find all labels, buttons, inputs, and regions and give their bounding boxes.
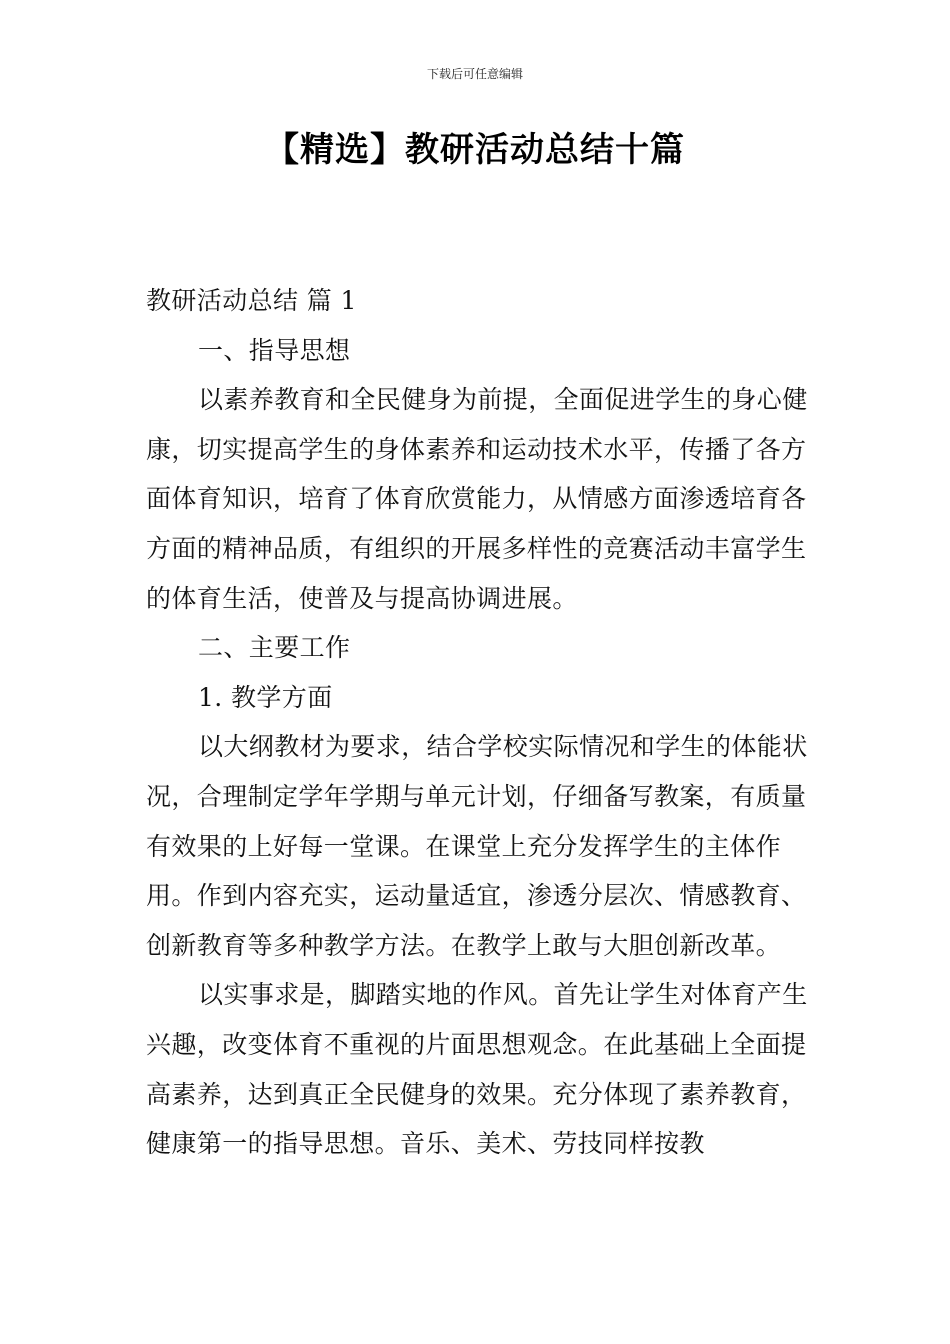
subsection-1-paragraph-2: 以实事求是，脚踏实地的作风。首先让学生对体育产生兴趣，改变体育不重视的片面思想观念。在此基础上全面提高素养，达到真正全民健身的效果。充分体现了素养教育，健康第一的指导思想。音乐、美术、劳技同样按教 <box>146 980 808 1159</box>
subsection-1-paragraph-1: 以大纲教材为要求，结合学校实际情况和学生的体能状况，合理制定学年学期与单元计划，仔细备写教案，有质量有效果的上好每一堂课。在课堂上充分发挥学生的主体作用。作到内容充实，运动量适宜，渗透分层次、情感教育、创新教育等多种教学方法。在教学上敢与大胆创新改革。 <box>146 732 808 960</box>
section-heading: 教研活动总结 篇 1 <box>146 286 357 315</box>
subsection-1-heading: 1. 教学方面 <box>198 682 333 712</box>
part-2-heading: 二、主要工作 <box>198 633 351 663</box>
part-1-heading: 一、指导思想 <box>198 335 351 365</box>
document-title: 【精选】教研活动总结十篇 <box>265 130 685 170</box>
document-body <box>146 276 808 1169</box>
part-1-paragraph: 以素养教育和全民健身为前提，全面促进学生的身心健康，切实提高学生的身体素养和运动技术水平，传播了各方面体育知识，培育了体育欣赏能力，从情感方面渗透培育各方面的精神品质，有组织的开展多样性的竞赛活动丰富学生的体育生活，使普及与提高协调进展。 <box>146 385 808 613</box>
page-header-note: 下载后可任意编辑 <box>426 67 523 81</box>
